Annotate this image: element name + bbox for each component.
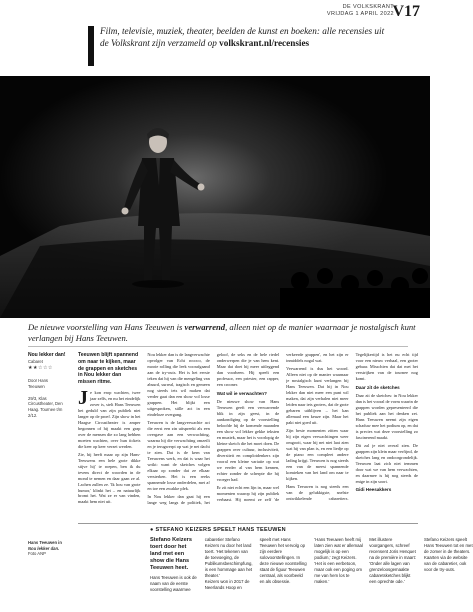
reviews-link[interactable]: volkskrant.nl/recensies (219, 37, 310, 48)
review-paragraph: Verwarrend is dus het woord. Alleen niet op de manier waarnaar je nostalgisch kunt verlangen bij Hans Teeuwen. Dat hij in Nou lekker dan niet meer een punt wil maken, dat zijn verhalen niet meer leiden naar iets groters, dat de grote gebaren uitblijven – het kan allemaal een keuze zijn. Maar het pakt niet goed uit. (286, 365, 349, 425)
review-paragraph: De nieuwe show van Hans Teeuwen geeft een verwarrende blik in zijn geest, in de aankondiging op de voorstelling beloofde hij de komende maanden een show vol lekker gekke teksten en muziek, maar het is voorlopig de kleine sketch die het moet doen. De grappen over cultuur, inclusiviteit, diversiteit en complotdenkers zijn vooral een kleine variatie op wat we eerder al van hem kennen, echter zonder de scherpte die hij vroeger had. (216, 399, 280, 483)
credit-label: Door Hans (28, 378, 49, 384)
show-genre: Cabaret (28, 358, 43, 364)
sidebar-story-paragraph: 'Hans Teeuwen heeft mij laten zien wat er allemaal mogelijk is op een podium,' zegt Keizers. 'Het is een eerbetoon, maar ook een poging om me van hem los te maken.' (314, 537, 363, 585)
review-paragraph: Hans Teeuwen is nog steeds een van de gelukkigste, snelste ontwikkelende cabaretiers. Tegelijkertijd is het nu echt tijd voor een nieuw verhaal, een groter gebaar. Misschien dat dat met het verstrijken van de tournee nog komt. (286, 352, 418, 501)
sidebar-story-paragraph: Stefano Keizers speelt Hans Teeuwen tot en met de zomer in de theaters. Kaarten via de website van de cabaretier, ook voor de try-outs. (423, 537, 473, 573)
review-paragraph: Er zit niet echt een lijn in, maar wel momenten waarop hij zijn publiek verbaast. Hij noemt ze zelf 'de verkeerde grappen', en het zijn er inmiddels nogal wat. (216, 352, 349, 502)
sidebar-story-lede: Stefano Keizers toert door het land met een show die Hans Teeuwen heet. (150, 537, 192, 571)
sidebar-story-paragraph: Keizers won in 2017 de Neerlands Hoop en speelt met Hans Teeuwen het vervolg op zijn eerdere solovoorstellingen. In deze nieuwe voorstelling staat de figuur Teeuwen centraal, als voorbeeld en als obsessie. (204, 537, 307, 591)
reviews-intro (88, 26, 388, 66)
review-paragraph: Daar zit de sketches: in Nou lekker dan is het vooral de vorm waarin de grappen worden gepresenteerd die het publiek aan het denken zet. Hans Teeuwen neemt zijn eigen schaduw mee het podium op, en dat is precies wat deze voorstelling zo fascinerend maakt. (355, 393, 418, 441)
review-subheading: Wat wil ie verwachten? (216, 390, 267, 396)
star-rating: ★★☆☆☆ (28, 365, 53, 372)
show-title: Nou lekker dan! (28, 352, 66, 358)
review-paragraph: Zijn beste momenten zitten waar hij zijn eigen verwachtingen weer omgooit, waar hij net niet laat zien wat hij van plan is, en een liedje op de piano een compleet andere lading krijgt. Teeuwen is nog steeds een van de meest spannende komieken van het land om naar te kijken. (286, 427, 349, 481)
intro-bar (88, 26, 94, 66)
caption-divider (28, 346, 408, 347)
review-paragraph: Zie, hij heeft maar op zijn Hans-Teeuwens een hele grote dikke stijve hij' te roepen, ben ik du tevens direct de woorden in de mond te nemen en daar gaan ze al. Lachen zullen ze. 'Ik hou van grote humor,' klinkt het – en natuurlijk bromt het. Wat ze er van vinden, maakt hem niet uit. (78, 451, 141, 505)
review-subheading: Daar zit de sketches (355, 384, 400, 390)
sidebar-story-heading: ● STEFANO KEIZERS SPEELT HANS TEEUWEN (150, 527, 286, 533)
sidebar-story-body (150, 537, 473, 593)
issue-date: VRIJDAG 1 APRIL 2022 (326, 11, 394, 18)
credit-name: Teeuwen (28, 383, 45, 389)
inset-photo-caption: Hans Teeuwen in Nou lekker dan. Foto ANP (28, 540, 62, 557)
review-byline: Gidi Heesakkers (355, 487, 392, 493)
review-paragraph: Nou lekker dan is de langverwachte opvolger van Echt rococo, de mooie rolling die leek voorafgaand aan de try-outs. Het is het eerste teken dat hij van die mengeling van absurd, surreal, tragisch en gemeen nog steeds iets wil maken dat verder gaat dan een show vol losse grappen. Het blijkt een uitgesproken, stille act in een eindeloze overgang. (147, 352, 210, 417)
review-paragraph: Dit zal je niet overal zien. De grappen zijn klein maar verfijnd, de sketches lang en ondoorgrondelijk. Teeuwen laat zich niet temmen door wat we van hem verwachten, en daarmee is hij nog steeds de enige in zijn soort. (355, 443, 418, 485)
review-paragraph: Teeuwen is de langverwachte act die eerst een zin uitspreekt als een overgave aan een verwachting, waarna hij die verwachting omzeilt en je terugwerpt op wat je net dacht te zien. Dat is de kern van Teeuwens werk, en dat is waar het wrikt: want de sketches volgen elkaar op zonder dat ze elkaar versterken. Het is een reeks spannende losse onderdelen, met af en toe een zwakke plek. (147, 419, 210, 491)
venue-info: 29/3, Klas Circustheater, Den Haag. Tournee t/m 2/12. (28, 395, 63, 418)
review-infobox (28, 352, 70, 557)
masthead (327, 4, 418, 18)
review-paragraph: Je kon erop wachten, twee jaar zelfs, en nu het eindelijk zover is, stelt Hans Teeuwen het geduld van zijn publiek niet langer op de proef. Zijn show in het Haagse Circustheater is amper begonnen of hij maakt een grap over de mensen die zo lang hebben moeten wachten, over hun tickets die keer op keer verzet werden. (78, 386, 141, 449)
stage-photo (0, 76, 430, 318)
newspaper-name: DE VOLKSKRANT (342, 4, 394, 10)
sidebar-story-divider (78, 523, 418, 524)
sidebar-story-paragraph: Hans Teeuwen is ook de naam van de eerste voorstelling waarmee cabaretier Stefano Keizers nu door het land toert. 'Het tekenen van de toevoeging, de Publikumsbeschimpfung, is een hommage aan het theater.' (150, 537, 253, 592)
page-number: V17 (392, 3, 420, 20)
drop-cap: J (78, 386, 88, 409)
photo-caption: De nieuwe voorstelling van Hans Teeuwen is verwarrend, alleen niet op de manier waarnaar je nostalgisch kunt verlangen bij Hans Teeuwen. (28, 322, 416, 344)
sidebar-story-paragraph: Met illustere voorgangers, schreef recensent Joris Henquet na de première in maart: 'Onder alle lagen van grenzeloosgemaakte cabaretsketches blijkt een oprechte ode.' (369, 537, 416, 585)
review-lede: Teeuwen blijft spannend om naar te kijken, maar de grappen en sketches in Nou lekker dan missen ritme. (78, 352, 139, 385)
review-paragraph: In Nou lekker dan gaat hij een lange weg langs de politiek, het geloof, de seks en de hele riedel onderwerpen die je van hem kent. Maar dat doet hij meer uitleggend dan voorheen. Hij speelt een professor, een priester, een rapper, een crooner. (147, 352, 280, 505)
intro-text: Film, televisie, muziek, theater, beelden de kunst en boeken: alle recensies uit de Volkskrant zijn verzameld op volkskrant.nl/recensies (100, 26, 385, 48)
